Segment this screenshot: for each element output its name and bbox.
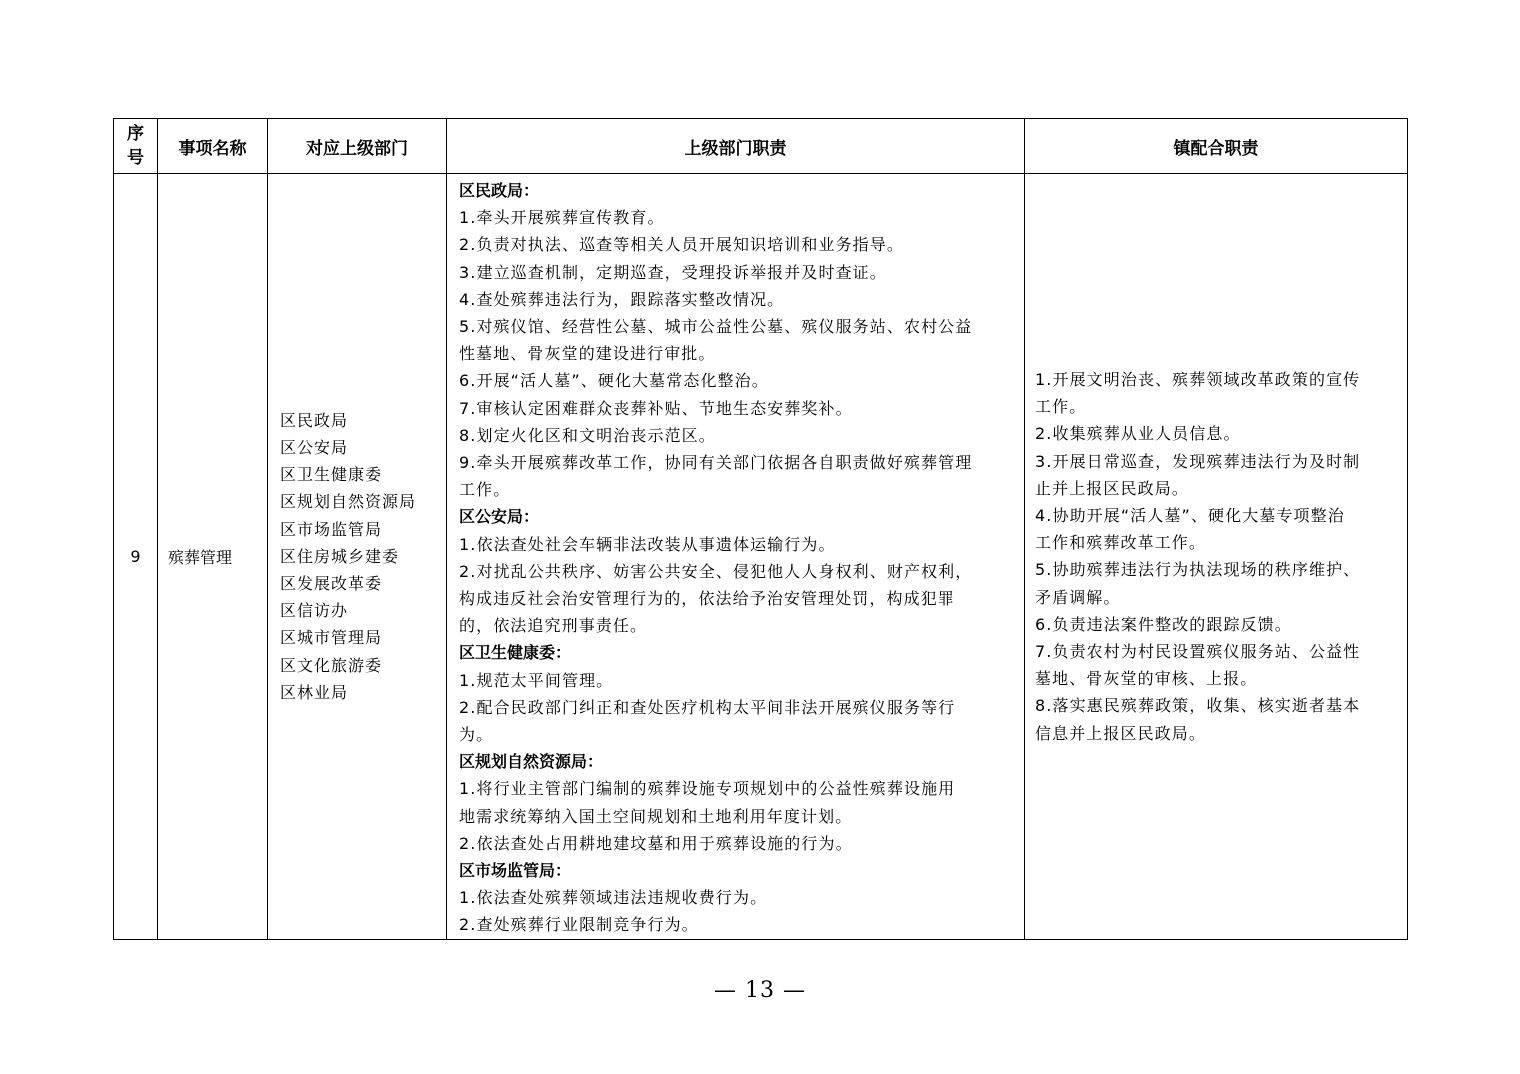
header-town-duty: 镇配合职责 xyxy=(1025,119,1408,174)
duty-line: 的，依法追究刑事责任。 xyxy=(459,616,648,636)
table-header-row xyxy=(114,119,1408,174)
department-item: 区城市管理局 xyxy=(280,628,383,648)
duty-line: 地需求统筹纳入国土空间规划和土地利用年度计划。 xyxy=(459,806,853,826)
header-seq xyxy=(114,119,158,174)
duty-line: 4.查处殡葬违法行为，跟踪落实整改情况。 xyxy=(459,289,785,309)
duty-line: 9.牵头开展殡葬改革工作，协同有关部门依据各自职责做好殡葬管理 xyxy=(459,453,973,473)
department-item: 区卫生健康委 xyxy=(280,465,383,485)
duty-section-title: 区规划自然资源局： xyxy=(459,752,604,772)
duty-line: 1.将行业主管部门编制的殡葬设施专项规划中的公益性殡葬设施用 xyxy=(459,779,956,799)
duty-line: 1.依法查处殡葬领域违法违规收费行为。 xyxy=(459,888,768,908)
town-duty-line: 2.收集殡葬从业人员信息。 xyxy=(1035,424,1241,444)
department-item: 区林业局 xyxy=(280,682,349,702)
duty-line: 2.依法查处占用耕地建坟墓和用于殡葬设施的行为。 xyxy=(459,833,853,853)
duty-line: 1.牵头开展殡葬宣传教育。 xyxy=(459,208,665,228)
header-seq-line1: 序 xyxy=(127,124,144,144)
duty-section-health xyxy=(459,639,1014,748)
town-duty-line: 工作和殡葬改革工作。 xyxy=(1035,533,1207,553)
town-duty-line: 5.协助殡葬违法行为执法现场的秩序维护、 xyxy=(1035,560,1361,580)
department-item: 区公安局 xyxy=(280,437,349,457)
table-row xyxy=(114,174,1408,940)
town-duty-line: 6.负责违法案件整改的跟踪反馈。 xyxy=(1035,614,1292,634)
department-item: 区住房城乡建委 xyxy=(280,546,400,566)
row-departments xyxy=(268,174,447,940)
header-upper-dept: 对应上级部门 xyxy=(268,119,447,174)
duty-line: 工作。 xyxy=(459,480,511,500)
duty-line: 2.配合民政部门纠正和查处医疗机构太平间非法开展殡仪服务等行 xyxy=(459,697,956,717)
row-town-duties xyxy=(1025,174,1408,940)
town-duty-line: 工作。 xyxy=(1035,397,1087,417)
department-item: 区民政局 xyxy=(280,410,349,430)
duty-section-title: 区卫生健康委： xyxy=(459,643,572,663)
duty-line: 6.开展“活人墓”、硬化大墓常态化整治。 xyxy=(459,371,769,391)
town-duty-line: 信息并上报区民政局。 xyxy=(1035,723,1207,743)
header-upper-duty: 上级部门职责 xyxy=(447,119,1025,174)
row-number: 9 xyxy=(114,174,158,940)
page-number: — 13 — xyxy=(714,978,806,1003)
town-duty-line: 8.落实惠民殡葬政策，收集、核实逝者基本 xyxy=(1035,696,1361,716)
duty-section-civil-affairs xyxy=(459,177,1014,503)
town-duty-line: 1.开展文明治丧、殡葬领域改革政策的宣传 xyxy=(1035,369,1361,389)
duty-section-public-security xyxy=(459,503,1014,639)
duty-line: 为。 xyxy=(459,725,494,745)
duty-line: 性墓地、骨灰堂的建设进行审批。 xyxy=(459,344,716,364)
duty-line: 1.规范太平间管理。 xyxy=(459,670,614,690)
duty-line: 构成违反社会治安管理行为的，依法给予治安管理处罚，构成犯罪 xyxy=(459,589,955,609)
header-seq-line2: 号 xyxy=(127,148,144,168)
duty-line: 2.对扰乱公共秩序、妨害公共安全、侵犯他人人身权利、财产权利， xyxy=(459,561,973,581)
town-duty-line: 墓地、骨灰堂的审核、上报。 xyxy=(1035,669,1258,689)
duty-section-title: 区市场监管局： xyxy=(459,861,572,881)
row-item-name: 殡葬管理 xyxy=(158,174,268,940)
department-item: 区规划自然资源局 xyxy=(280,492,417,512)
row-upper-duties xyxy=(447,174,1025,940)
duty-section-planning xyxy=(459,748,1014,857)
department-item: 区发展改革委 xyxy=(280,573,383,593)
duty-table xyxy=(113,118,1408,940)
duty-line: 2.查处殡葬行业限制竞争行为。 xyxy=(459,915,699,935)
duty-section-title: 区公安局： xyxy=(459,507,540,527)
department-item: 区文化旅游委 xyxy=(280,655,383,675)
town-duty-line: 止并上报区民政局。 xyxy=(1035,478,1189,498)
duty-section-market xyxy=(459,857,1014,939)
department-item: 区信访办 xyxy=(280,601,349,621)
duty-line: 3.建立巡查机制，定期巡查，受理投诉举报并及时查证。 xyxy=(459,262,887,282)
department-item: 区市场监管局 xyxy=(280,519,383,539)
duty-line: 7.审核认定困难群众丧葬补贴、节地生态安葬奖补。 xyxy=(459,398,853,418)
duty-section-title: 区民政局： xyxy=(459,181,540,200)
town-duty-line: 7.负责农村为村民设置殡仪服务站、公益性 xyxy=(1035,641,1361,661)
duty-line: 8.划定火化区和文明治丧示范区。 xyxy=(459,425,716,445)
town-duty-line: 4.协助开展“活人墓”、硬化大墓专项整治 xyxy=(1035,505,1345,525)
duty-line: 5.对殡仪馆、经营性公墓、城市公益性公墓、殡仪服务站、农村公益 xyxy=(459,317,973,337)
duty-line: 1.依法查处社会车辆非法改装从事遗体运输行为。 xyxy=(459,534,836,554)
duty-line: 2.负责对执法、巡查等相关人员开展知识培训和业务指导。 xyxy=(459,235,904,255)
header-item-name: 事项名称 xyxy=(158,119,268,174)
town-duty-line: 3.开展日常巡查，发现殡葬违法行为及时制 xyxy=(1035,451,1361,471)
town-duty-line: 矛盾调解。 xyxy=(1035,587,1121,607)
